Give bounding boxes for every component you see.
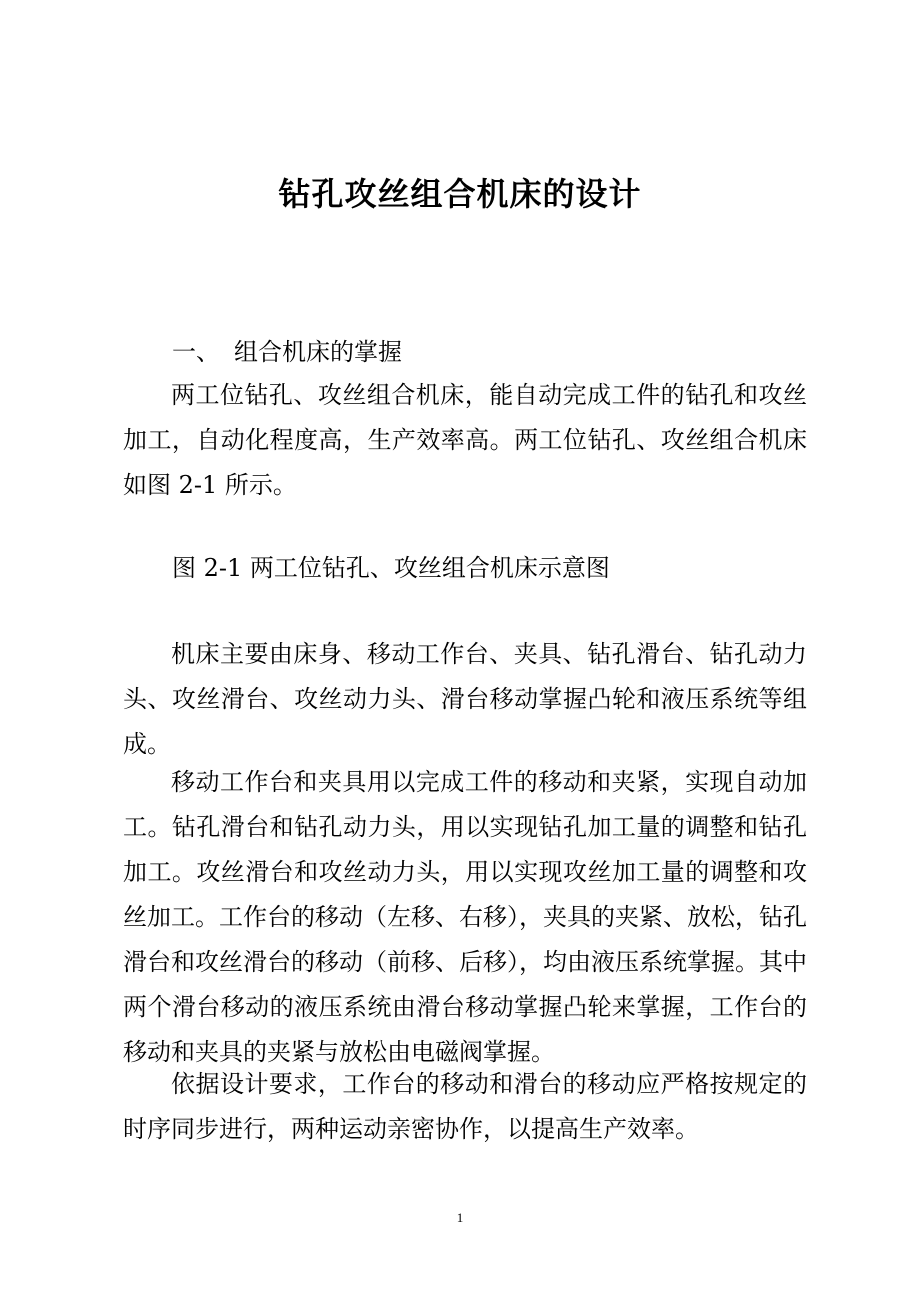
paragraph-requirements: 依据设计要求，工作台的移动和滑台的移动应严格按规定的时序同步进行，两种运动亲密协作，以提高生产效率。 (123, 1070, 807, 1143)
page-number: 1 (456, 1210, 464, 1225)
paragraph-components: 机床主要由床身、移动工作台、夹具、钻孔滑台、钻孔动力头、攻丝滑台、攻丝动力头、滑台移动掌握凸轮和液压系统等组成。 (123, 640, 807, 758)
document-title: 钻孔攻丝组合机床的设计 (278, 175, 642, 213)
section-number: 一、 (172, 338, 220, 366)
figure-caption: 图 2-1 两工位钻孔、攻丝组合机床示意图 (172, 554, 610, 582)
section-heading (172, 330, 402, 375)
section-heading-text: 组合机床的掌握 (234, 338, 402, 366)
paragraph-functions: 移动工作台和夹具用以完成工件的移动和夹紧，实现自动加工。钻孔滑台和钻孔动力头，用以实现钻孔加工量的调整和钻孔加工。攻丝滑台和攻丝动力头，用以实现攻丝加工量的调整和攻丝加工。工作台的移动（左移、右移），夹具的夹紧、放松，钻孔滑台和攻丝滑台的移动（前移、后移），均由液压系统掌握。其中两个滑台移动的液压系统由滑台移动掌握凸轮来掌握，工作台的移动和夹具的夹紧与放松由电磁阀掌握。 (123, 768, 807, 1066)
paragraph-intro: 两工位钻孔、攻丝组合机床，能自动完成工件的钻孔和攻丝加工，自动化程度高，生产效率高。两工位钻孔、攻丝组合机床如图 2-1 所示。 (123, 381, 807, 499)
